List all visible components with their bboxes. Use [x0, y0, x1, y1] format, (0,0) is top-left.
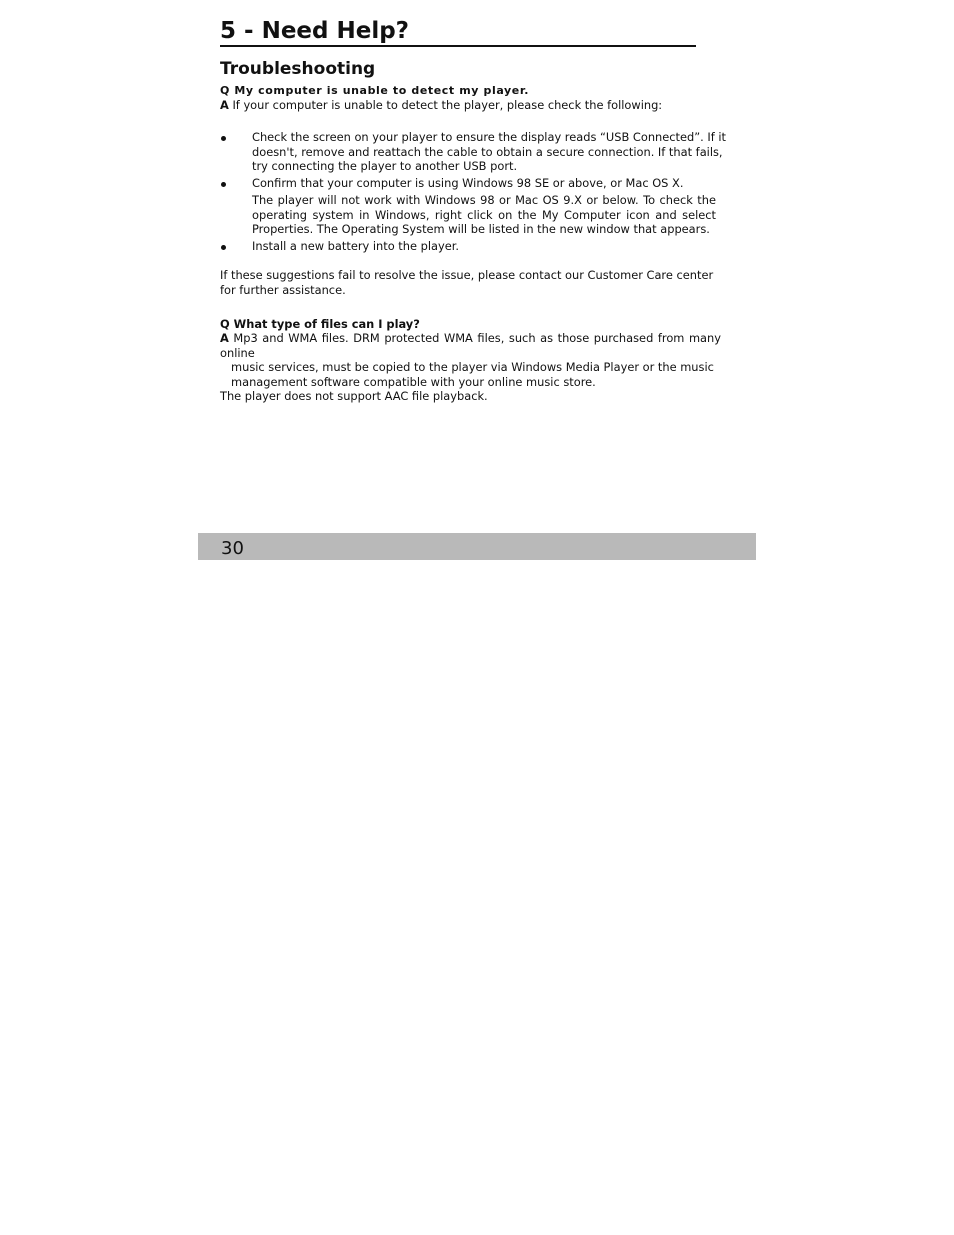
answer-text: If your computer is unable to detect the player, please check the following: [232, 98, 663, 112]
customer-care-note: If these suggestions fail to resolve the issue, please contact our Customer Care center for further assistance. [220, 268, 714, 297]
faq-question-detect-player: Q My computer is unable to detect my player. [220, 84, 530, 97]
section-title: Troubleshooting [220, 59, 376, 79]
troubleshooting-bullet-os: Confirm that your computer is using Windows 98 SE or above, or Mac OS X. [252, 176, 684, 190]
answer-prefix: A [220, 331, 229, 345]
answer-line-2: music services, must be copied to the player via Windows Media Player or the music [231, 360, 714, 374]
answer-line-1: Mp3 and WMA files. DRM protected WMA files, such as those purchased from many online [220, 331, 721, 360]
bullet-dot-icon [221, 136, 226, 141]
page-footer [198, 533, 756, 560]
answer-first-line [220, 331, 721, 360]
chapter-title: 5 - Need Help? [220, 16, 696, 47]
troubleshooting-bullet-battery: Install a new battery into the player. [252, 239, 460, 253]
troubleshooting-os-note: The player will not work with Windows 98 or Mac OS 9.X or below. To check the operating system in Windows, right click on the My Computer icon and select Properties. The Operating System will be listed in the new window that appears. [252, 193, 716, 236]
troubleshooting-bullet-usb: Check the screen on your player to ensure the display reads “USB Connected”. If it doesn't, remove and reattach the cable to obtain a secure connection. If that fails, try connecting the player to another USB port. [252, 130, 727, 173]
answer-prefix: A [220, 98, 229, 112]
page-number: 30 [221, 538, 244, 559]
faq-answer-detect-player [220, 98, 662, 113]
bullet-dot-icon [221, 245, 226, 250]
answer-line-3: management software compatible with your online music store. [231, 374, 596, 389]
aac-support-note: The player does not support AAC file playback. [220, 389, 488, 403]
bullet-dot-icon [221, 182, 226, 187]
faq-answer-file-types [220, 331, 721, 389]
faq-question-file-types: Q What type of files can I play? [220, 317, 420, 331]
